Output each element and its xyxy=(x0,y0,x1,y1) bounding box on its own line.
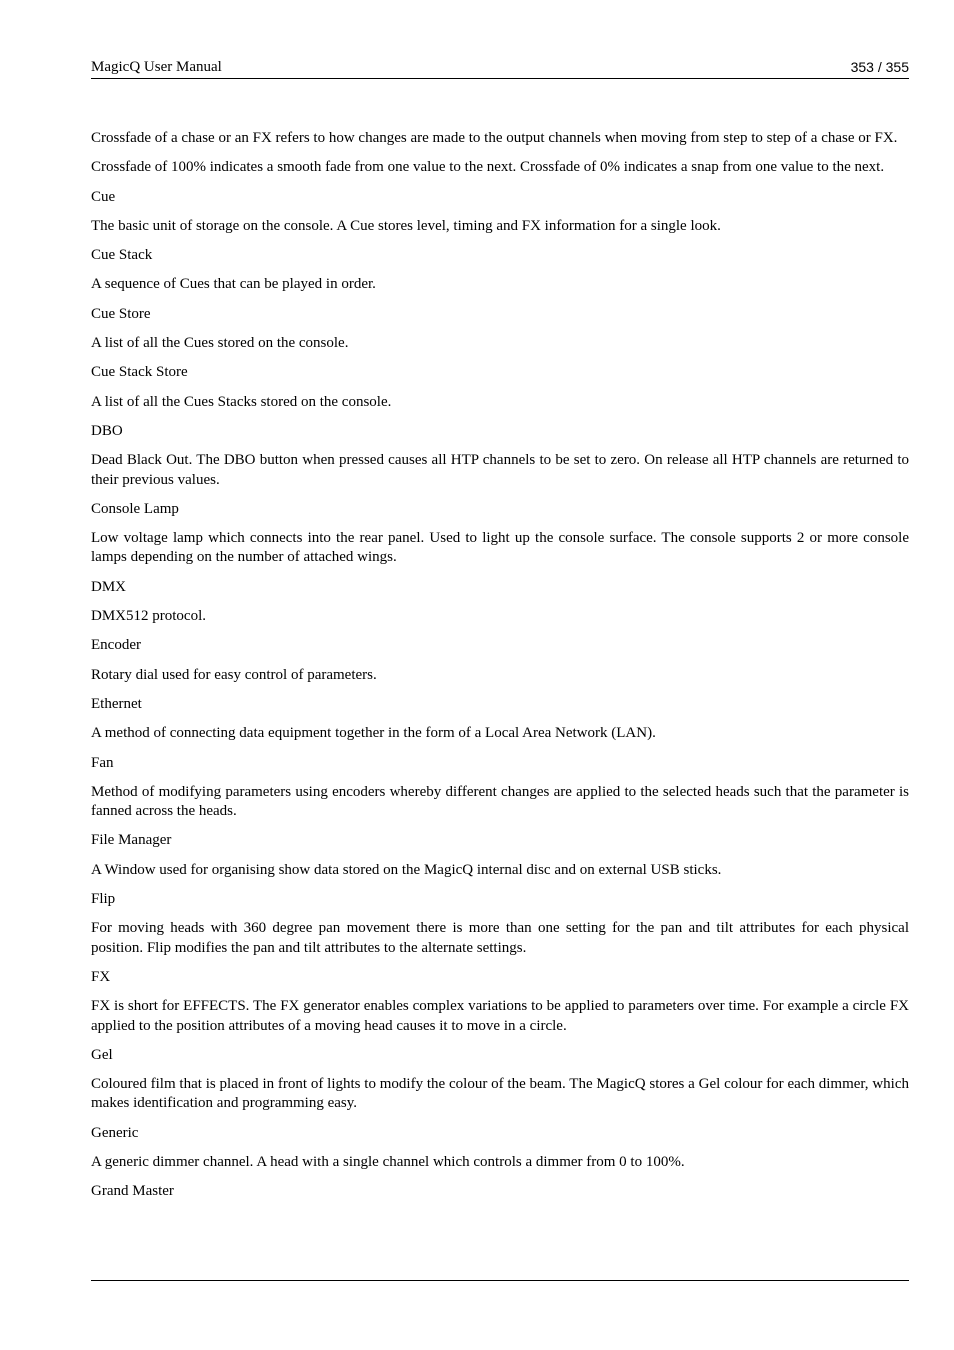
glossary-definition: A list of all the Cues Stacks stored on the console. xyxy=(91,393,392,410)
page-number: 353 / 355 xyxy=(850,59,909,75)
glossary-term: Encoder xyxy=(91,637,141,654)
glossary-term: Cue Stack xyxy=(91,247,153,264)
glossary-definition: DMX512 protocol. xyxy=(91,608,206,625)
glossary-content xyxy=(91,129,909,1212)
glossary-definition: The basic unit of storage on the console. A Cue stores level, timing and FX information for a single look. xyxy=(91,217,721,234)
glossary-term: DBO xyxy=(91,422,123,439)
glossary-definition: A Window used for organising show data stored on the MagicQ internal disc and on external USB sticks. xyxy=(91,861,722,878)
glossary-definition: FX is short for EFFECTS. The FX generator enables complex variations to be applied to parameters over time. For example a circle FX applied to the position attributes of a moving head causes it to move in a circle. xyxy=(91,998,909,1034)
page-header xyxy=(91,58,909,79)
footer-rule xyxy=(91,1280,909,1281)
glossary-definition: Dead Black Out. The DBO button when pressed causes all HTP channels to be set to zero. On release all HTP channels are returned to their previous values. xyxy=(91,452,909,488)
glossary-definition: For moving heads with 360 degree pan movement there is more than one setting for the pan and tilt attributes for each physical position. Flip modifies the pan and tilt attributes to the alternate settings. xyxy=(91,920,909,956)
glossary-term: Flip xyxy=(91,891,116,908)
glossary-definition: Method of modifying parameters using encoders whereby different changes are applied to the selected heads such that the parameter is fanned across the heads. xyxy=(91,783,909,820)
glossary-term: Console Lamp xyxy=(91,500,179,517)
glossary-definition: Crossfade of 100% indicates a smooth fade from one value to the next. Crossfade of 0% indicates a snap from one value to the next. xyxy=(91,159,885,176)
glossary-definition: A list of all the Cues stored on the console. xyxy=(91,335,349,352)
glossary-term: Cue xyxy=(91,188,116,205)
glossary-definition: Coloured film that is placed in front of lights to modify the colour of the beam. The MagicQ stores a Gel colour for each dimmer, which makes identification and programming easy. xyxy=(91,1076,909,1112)
glossary-term: Cue Store xyxy=(91,305,151,322)
glossary-term: DMX xyxy=(91,578,127,595)
glossary-term: Grand Master xyxy=(91,1183,174,1200)
glossary-term: Generic xyxy=(91,1124,139,1141)
glossary-definition: Rotary dial used for easy control of parameters. xyxy=(91,666,377,683)
glossary-definition: A method of connecting data equipment together in the form of a Local Area Network (LAN). xyxy=(91,725,656,742)
glossary-definition: Low voltage lamp which connects into the rear panel. Used to light up the console surface. The console supports 2 or more console lamps depending on the number of attached wings. xyxy=(91,530,909,566)
glossary-definition: A generic dimmer channel. A head with a single channel which controls a dimmer from 0 to 100%. xyxy=(91,1153,685,1170)
glossary-definition: Crossfade of a chase or an FX refers to how changes are made to the output channels when moving from step to step of a chase or FX. xyxy=(91,130,898,146)
glossary-definition: A sequence of Cues that can be played in order. xyxy=(91,276,376,293)
glossary-term: Fan xyxy=(91,754,114,771)
glossary-term: FX xyxy=(91,968,111,985)
glossary-term: File Manager xyxy=(91,832,172,849)
glossary-term: Ethernet xyxy=(91,695,142,712)
document-title: MagicQ User Manual xyxy=(91,59,222,75)
glossary-term: Cue Stack Store xyxy=(91,364,188,381)
glossary-term: Gel xyxy=(91,1046,113,1063)
